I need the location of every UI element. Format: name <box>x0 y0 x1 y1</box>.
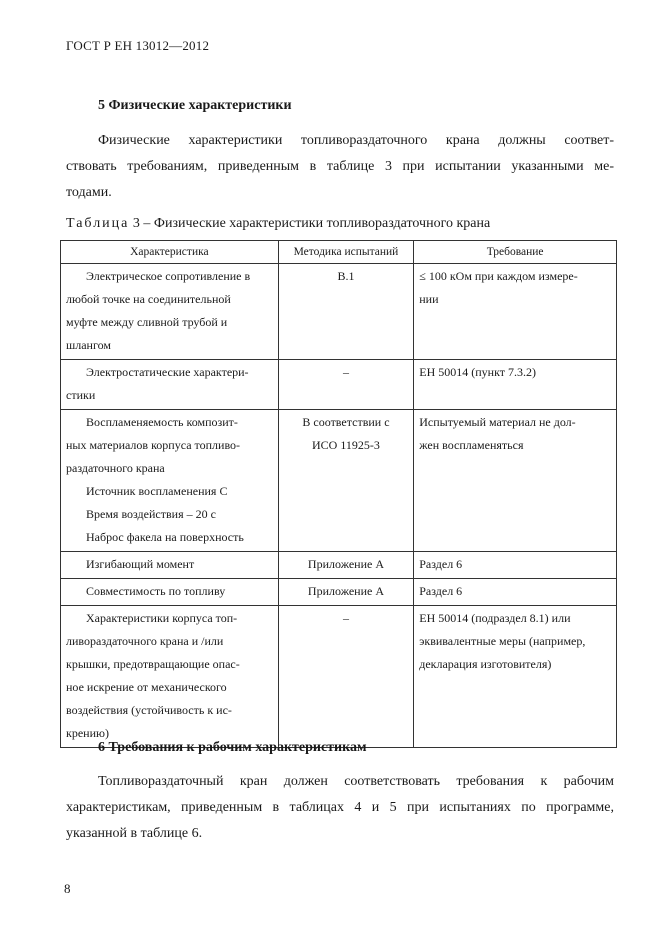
cell-line: Раздел 6 <box>419 584 463 598</box>
cell-characteristic <box>61 579 279 606</box>
cell-method: Приложение А <box>278 552 414 579</box>
cell-line: Раздел 6 <box>419 557 463 571</box>
table-row <box>61 360 617 410</box>
cell-line: ное искрение от механического <box>66 680 227 694</box>
cell-line: ЕН 50014 (подраздел 8.1) или <box>419 611 571 625</box>
cell-requirement <box>414 606 617 748</box>
cell-line: стики <box>66 388 96 402</box>
physical-characteristics-table <box>60 240 617 748</box>
cell-line: жен воспламеняться <box>419 438 524 452</box>
cell-line: Электростатические характери- <box>86 365 249 379</box>
cell-characteristic <box>61 410 279 552</box>
cell-line: нии <box>419 292 439 306</box>
cell-line: ных материалов корпуса топливо- <box>66 438 241 452</box>
cell-method: Приложение А <box>278 579 414 606</box>
table-caption-label: Таблица <box>66 216 130 231</box>
cell-line: ливораздаточного крана и /или <box>66 634 224 648</box>
column-header-characteristic: Характеристика <box>61 241 279 264</box>
cell-line: крению) <box>66 726 109 740</box>
column-header-requirement: Требование <box>414 241 617 264</box>
cell-characteristic <box>61 360 279 410</box>
cell-line: эквивалентные меры (например, <box>419 634 586 648</box>
paragraph-line: тодами. <box>66 185 112 200</box>
cell-requirement <box>414 264 617 360</box>
cell-line: Изгибающий момент <box>86 557 195 571</box>
cell-line: ЕН 50014 (пункт 7.3.2) <box>419 365 536 379</box>
table-row <box>61 264 617 360</box>
paragraph-line: ствовать требованиям, приведенным в таблице 3 при испытании указанными ме- <box>66 159 614 174</box>
table-row <box>61 579 617 606</box>
cell-line: В соответствии с <box>302 415 390 429</box>
cell-requirement <box>414 410 617 552</box>
cell-method <box>278 410 414 552</box>
cell-line: ≤ 100 кОм при каждом измере- <box>419 269 578 283</box>
paragraph-line: указанной в таблице 6. <box>66 826 203 841</box>
cell-line: муфте между сливной трубой и <box>66 315 228 329</box>
table-row <box>61 410 617 552</box>
paragraph-line: Физические характеристики топливораздаточного крана должны соответ- <box>98 133 614 148</box>
document-id-header: ГОСТ Р ЕН 13012—2012 <box>66 38 210 53</box>
paragraph-line: характеристикам, приведенным в таблицах 4 и 5 при испытаниях по программе, <box>66 800 614 815</box>
table-caption-text: 3 – Физические характеристики топливораздаточного крана <box>132 216 491 231</box>
cell-line: крышки, предотвращающие опас- <box>66 657 240 671</box>
cell-characteristic <box>61 264 279 360</box>
cell-line: декларация изготовителя) <box>419 657 552 671</box>
cell-line: Совместимость по топливу <box>86 584 226 598</box>
cell-line: ИСО 11925-3 <box>312 438 380 452</box>
cell-line: Электрическое сопротивление в <box>86 269 251 283</box>
cell-characteristic <box>61 606 279 748</box>
table-header-row <box>61 241 617 264</box>
cell-line: раздаточного крана <box>66 461 165 475</box>
cell-requirement <box>414 360 617 410</box>
cell-method: – <box>278 606 414 748</box>
section-5-title: 5 Физические характеристики <box>98 98 292 113</box>
section-6-title: 6 Требования к рабочим характеристикам <box>98 740 367 755</box>
cell-line: воздействия (устойчивость к ис- <box>66 703 232 717</box>
cell-method: – <box>278 360 414 410</box>
cell-line: Источник воспламенения С <box>86 484 228 498</box>
table-row <box>61 606 617 748</box>
cell-requirement <box>414 552 617 579</box>
table-row <box>61 552 617 579</box>
section-5-paragraph <box>66 128 614 206</box>
section-6-paragraph <box>66 769 614 847</box>
cell-requirement <box>414 579 617 606</box>
cell-line: Наброс факела на поверхность <box>86 530 244 544</box>
cell-line: Воспламеняемость композит- <box>86 415 238 429</box>
cell-line: любой точке на соединительной <box>66 292 231 306</box>
column-header-test-method: Методика испытаний <box>278 241 414 264</box>
cell-method: В.1 <box>278 264 414 360</box>
paragraph-line: Топливораздаточный кран должен соответствовать требования к рабочим <box>98 774 614 789</box>
cell-characteristic <box>61 552 279 579</box>
table-caption <box>66 216 490 232</box>
cell-line: Характеристики корпуса топ- <box>86 611 238 625</box>
cell-line: Испытуемый материал не дол- <box>419 415 576 429</box>
cell-line: шлангом <box>66 338 111 352</box>
page-number: 8 <box>64 881 71 896</box>
cell-line: Время воздействия – 20 с <box>86 507 216 521</box>
